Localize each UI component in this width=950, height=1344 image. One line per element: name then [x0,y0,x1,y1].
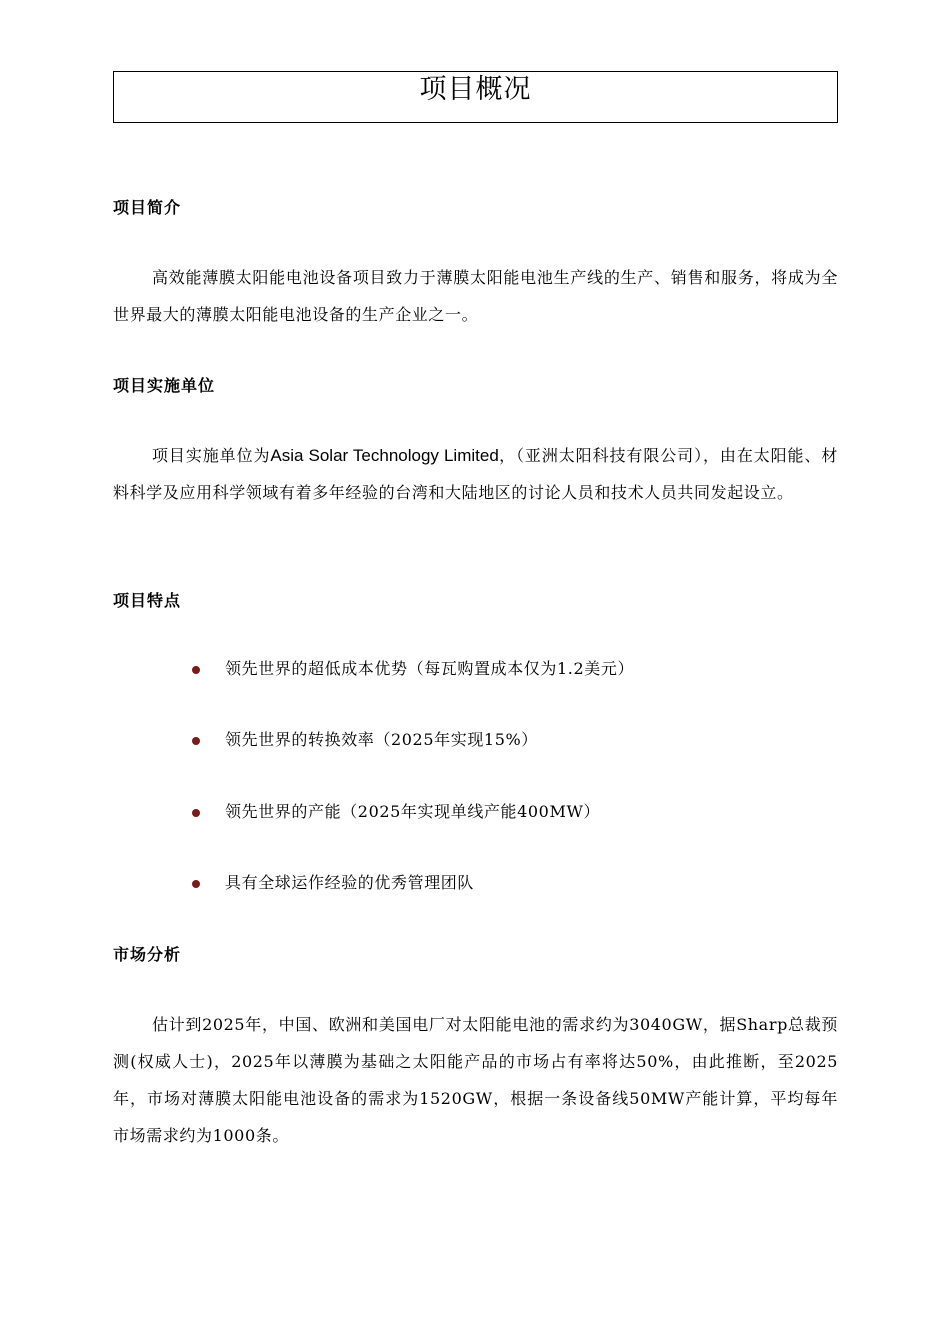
feature-text: 领先世界的转换效率（2025年实现15%） [225,730,538,750]
list-item [113,723,838,794]
bullet-dot-icon [192,666,200,674]
list-item [113,866,838,937]
section-heading-implementer: 项目实施单位 [113,376,216,395]
implementer-text-before: 项目实施单位为 [152,446,271,465]
section-heading-market: 市场分析 [113,945,182,964]
implementer-text-after: ，（亚洲太阳科技有限公司），由在太阳能、材料科学及应用科学领域有着多年经验的台湾和大陆地区的讨论人员和技术人员共同发起设立。 [113,446,838,502]
feature-text: 具有全球运作经验的优秀管理团队 [225,872,475,892]
bullet-dot-icon [192,880,200,888]
market-paragraph: 估计到2025年，中国、欧洲和美国电厂对太阳能电池的需求约为3040GW，据Sharp总裁预测(权威人士)，2025年以薄膜为基础之太阳能产品的市场占有率将达50%，由此推断，至2025年，市场对薄膜太阳能电池设备的需求为1520GW，根据一条设备线50MW产能计算，平均每年市场需求约为1000条。 [113,1015,838,1145]
section-heading-features: 项目特点 [113,591,182,610]
features-list [113,652,838,937]
intro-paragraph: 高效能薄膜太阳能电池设备项目致力于薄膜太阳能电池生产线的生产、销售和服务，将成为全世界最大的薄膜太阳能电池设备的生产企业之一。 [113,268,838,324]
feature-text: 领先世界的产能（2025年实现单线产能400MW） [225,801,601,821]
implementer-paragraph [113,437,838,511]
list-item [113,795,838,866]
title-box [113,71,838,123]
page-title: 项目概况 [419,74,532,105]
bullet-dot-icon [192,737,200,745]
section-heading-intro: 项目简介 [113,198,182,217]
bullet-dot-icon [192,809,200,817]
feature-text: 领先世界的超低成本优势（每瓦购置成本仅为1.2美元） [225,659,635,678]
company-name-english: Asia Solar Technology Limited [270,446,499,465]
list-item [113,652,838,723]
